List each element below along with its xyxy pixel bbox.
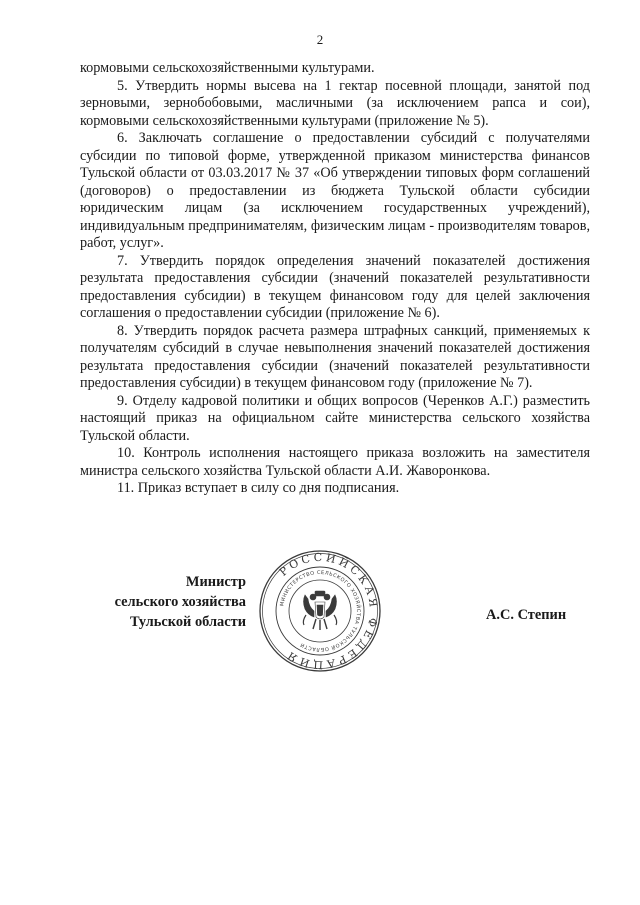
double-headed-eagle-emblem [303,591,336,630]
signatory-position-line: Министр [185,574,246,590]
official-seal [258,549,382,673]
seal-outer-text: РОССИЙСКАЯ ФЕДЕРАЦИЯ [276,550,381,672]
paragraph-item-5: 5. Утвердить нормы высева на 1 гектар посевной площади, занятой под зерновыми, зернобобовыми, масличными (за исключением рапса и сои), кормовыми сельскохозяйственными культурами (приложение № 5). [80,77,590,129]
document-body [80,60,590,498]
paragraph-item-6: 6. Заключать соглашение о предоставлении субсидий с получателями субсидии по типовой форме, утвержденной приказом министерства финансов Тульской области от 03.03.2017 № 37 «Об утверждении типовых форм соглашений (договоров) о предоставлении из бюджета Тульской области субсидии юридическим лицам (за исключением государственных учреждений), индивидуальным предпринимателям, физическим лицам - производителям товаров, работ, услуг». [80,130,590,251]
paragraph-item-11: 11. Приказ вступает в силу со дня подписания. [117,480,400,496]
signatory-position [96,572,246,632]
page-number: 2 [316,32,324,47]
signatory-name: А.С. Степин [486,607,567,623]
paragraph-item-7: 7. Утвердить порядок определения значений показателей достижения результата предоставления субсидии (значений показателей результативности предоставления субсидии) в текущем финансовом году для целей заключения соглашения о предоставлении субсидии (приложение № 6). [80,252,590,321]
paragraph-continuation: кормовыми сельскохозяйственными культурами. [80,60,375,76]
paragraph-item-8: 8. Утвердить порядок расчета размера штрафных санкций, применяемых к получателям субсидий в случае невыполнения значений показателей достижения результата предоставления субсидии (значений показателей результативности предоставления субсидии) в текущем финансовом году (приложение № 7). [80,322,590,391]
signatory-position-line: сельского хозяйства [114,594,246,610]
signatory-position-line: Тульской области [129,614,246,630]
paragraph-item-10: 10. Контроль исполнения настоящего приказа возложить на заместителя министра сельского хозяйства Тульской области А.И. Жаворонкова. [80,445,590,479]
seal-inner-text: МИНИСТЕРСТВО СЕЛЬСКОГО ХОЗЯЙСТВА ТУЛЬСКОЙ ОБЛАСТИ [279,569,362,653]
paragraph-item-9: 9. Отделу кадровой политики и общих вопросов (Черенков А.Г.) разместить настоящий приказ на официальном сайте министерства сельского хозяйства Тульской области. [80,392,590,444]
